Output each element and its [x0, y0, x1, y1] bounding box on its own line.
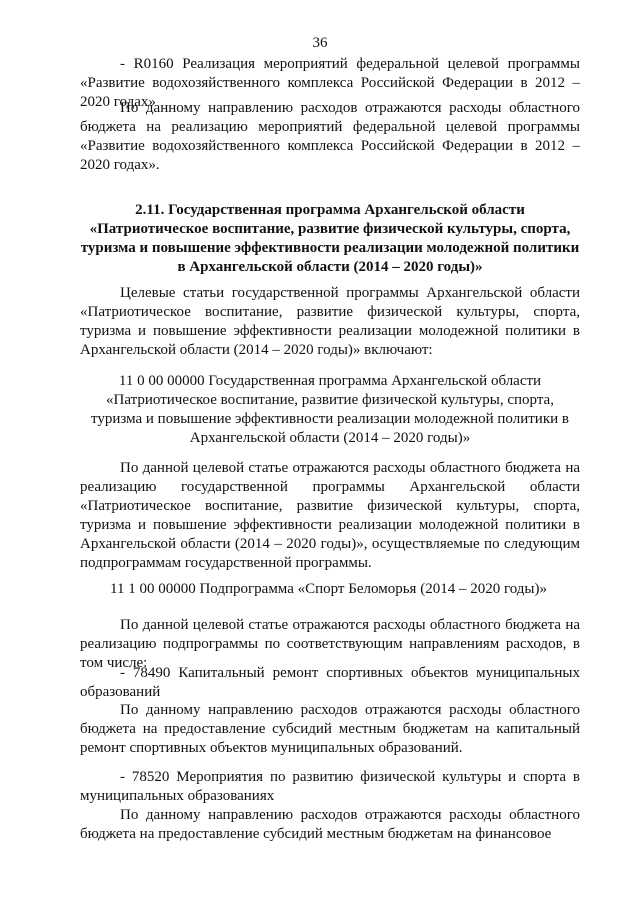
subprogram-11-1-00-00000: 11 1 00 00000 Подпрограмма «Спорт Беломорья (2014 – 2020 годы)» — [110, 581, 547, 597]
paragraph-subprogram-description: По данной целевой статье отражаются расходы областного бюджета на реализацию подпрограммы по соответствующим направлениям расходов, в том числе: — [80, 617, 580, 671]
paragraph-78490-description: По данному направлению расходов отражаются расходы областного бюджета на предоставление субсидий местным бюджетам на капитальный ремонт спортивных объектов муниципальных образований. — [80, 702, 580, 756]
item-78520: - 78520 Мероприятия по развитию физической культуры и спорта в муниципальных образованиях — [80, 769, 580, 804]
paragraph-78520-description: По данному направлению расходов отражаются расходы областного бюджета на предоставление субсидий местным бюджетам на финансовое — [80, 807, 580, 842]
page-number: 36 — [312, 35, 328, 51]
section-heading-2-11: 2.11. Государственная программа Архангельской области «Патриотическое воспитание, развитие физической культуры, спорта, туризма и повышение эффективности реализации молодежной политики в Архангельской области (2014 – 2020 годы)» — [80, 202, 580, 275]
paragraph-r0160-description: По данному направлению расходов отражаются расходы областного бюджета на реализацию мероприятий федеральной целевой программы «Развитие водохозяйственного комплекса Российской Федерации в 2012 – 2020 годах». — [80, 100, 580, 173]
item-78490: - 78490 Капитальный ремонт спортивных объектов муниципальных образований — [80, 665, 580, 700]
paragraph-target-articles: Целевые статьи государственной программы Архангельской области «Патриотическое воспитание, развитие физической культуры, спорта, туризма и повышение эффективности реализации молодежной политики в Архангельской области (2014 – 2020 годы)» включают: — [80, 285, 580, 358]
paragraph-article-11-description: По данной целевой статье отражаются расходы областного бюджета на реализацию государственной программы Архангельской области «Патриотическое воспитание, развитие физической культуры, спорта, туризма и повышение эффективности реализации молодежной политики в Архангельской области (2014 – 2020 годы)», осуществляемые по следующим подпрограммам государственной программы. — [80, 460, 580, 571]
target-article-11-0-00-00000: 11 0 00 00000 Государственная программа Архангельской области «Патриотическое воспитание, развитие физической культуры, спорта, туризма и повышение эффективности реализации молодежной политики в Архангельской области (2014 – 2020 годы)» — [91, 373, 569, 446]
item-r0160: - R0160 Реализация мероприятий федеральной целевой программы «Развитие водохозяйственного комплекса Российской Федерации в 2012 – 2020 годах» — [80, 56, 580, 110]
